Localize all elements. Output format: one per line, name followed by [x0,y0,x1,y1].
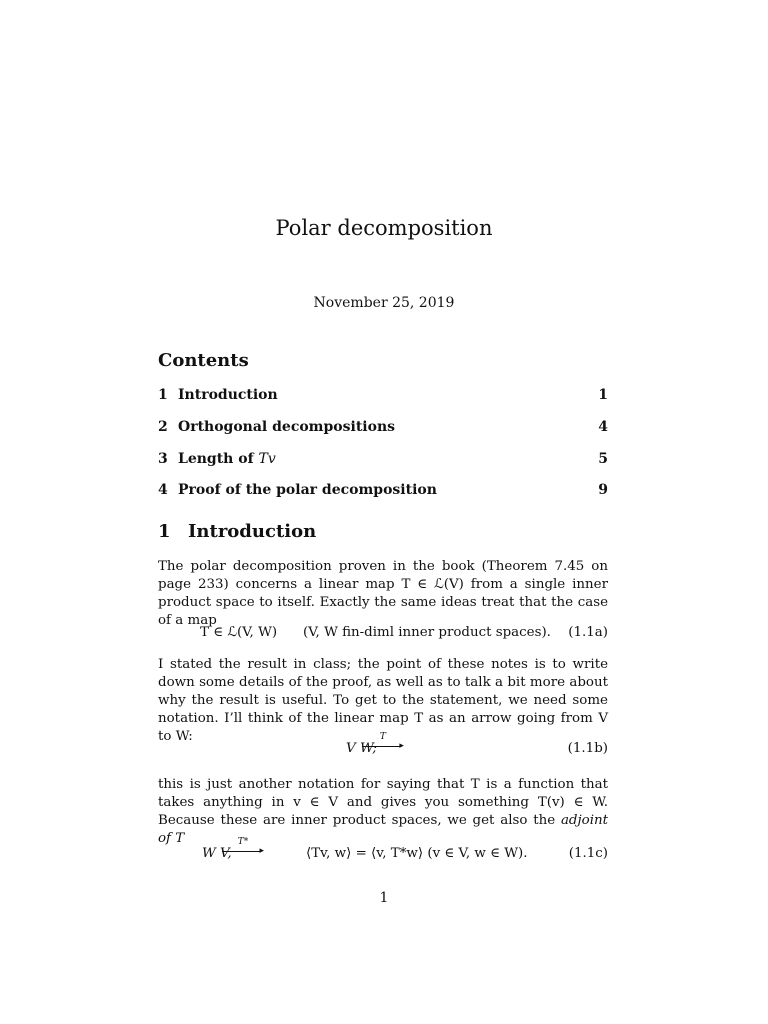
toc-entry[interactable] [158,419,608,435]
equation-label: (1.1b) [567,741,608,756]
document-title: Polar decomposition [275,216,493,240]
equation-domain: W [202,846,216,861]
contents-heading: Contents [158,350,249,371]
equation-1-1b [158,732,608,761]
toc-entry-title [178,451,598,467]
toc-entry[interactable] [158,387,608,403]
toc-entry[interactable] [158,482,608,498]
equation-map [202,837,265,861]
equation-map [346,732,404,756]
toc-entry-title: Orthogonal decompositions [178,419,396,435]
equation-codomain: V, [220,846,232,861]
emphasis: adjoint of T [158,813,608,846]
toc-entry-number: 4 [158,482,168,498]
section-heading [158,521,316,542]
equation-lhs: T ∈ ℒ(V, W) [200,625,278,640]
equation-identity: ⟨Tv, w⟩ = ⟨v, T*w⟩ (v ∈ V, w ∈ W). [306,846,528,861]
toc-entry-math: Tv [258,451,276,467]
equation-domain: V [346,741,356,756]
right-arrow-icon: T ▸ [362,741,404,751]
section-number: 1 [158,521,171,542]
arrow-label: T [379,732,386,742]
document-date: November 25, 2019 [313,295,455,311]
toc-entry-page: 5 [598,451,608,467]
page-number: 1 [379,890,389,906]
toc-entry-number: 1 [158,387,168,403]
paragraph-text: this is just another notation for saying that T is a function that takes anything in v ∈ V and gives you something T(v) ∈ W. Because these are inner product spaces, we get also the [158,777,608,828]
equation-1-1a [158,625,608,645]
paragraph: The polar decomposition proven in the book (Theorem 7.45 on page 233) concerns a linear map T ∈ ℒ(V) from a single inner product space to itself. Exactly the same ideas treat that the case of a map [158,559,608,628]
equation-label: (1.1a) [568,625,608,640]
toc-entry-number: 3 [158,451,168,467]
toc-entry-title: Proof of the polar decomposition [178,482,437,498]
toc-entry-page: 4 [598,419,608,435]
equation-codomain: W; [359,741,378,756]
toc-entry-title-text: Length of [178,451,254,467]
toc-entry[interactable] [158,451,608,467]
paragraph: I stated the result in class; the point of these notes is to write down some details of the proof, as well as to talk a bit more about why the result is useful. To get to the statement, we need some notation. I’ll think of the linear map T as an arrow going from V to W: [158,657,608,744]
arrow-label: T* [237,837,249,847]
toc-entry-page: 1 [598,387,608,403]
toc-entry-page: 9 [598,482,608,498]
toc-entry-number: 2 [158,419,168,435]
section-title: Introduction [188,521,317,542]
toc-entry-title: Introduction [178,387,278,403]
right-arrow-icon: T* ▸ [222,846,264,856]
equation-condition: (V, W fin-diml inner product spaces). [303,625,551,640]
equation-1-1c [158,837,608,866]
equation-label: (1.1c) [568,846,608,861]
